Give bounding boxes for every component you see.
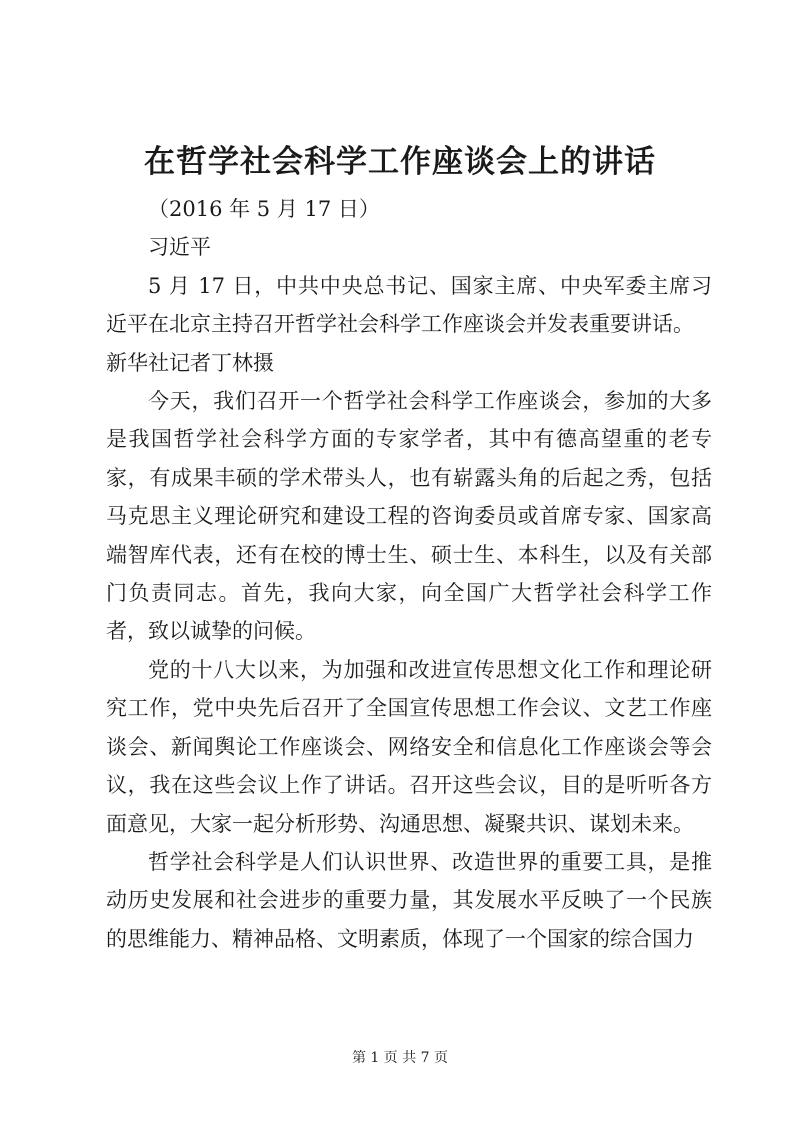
author-line: 习近平 bbox=[148, 235, 211, 260]
body-paragraph: 5 月 17 日，中共中央总书记、国家主席、中央军委主席习近平在北京主持召开哲学社会科学工作座谈会并发表重要讲话。 bbox=[106, 273, 712, 337]
body-paragraph: 哲学社会科学是人们认识世界、改造世界的重要工具，是推动历史发展和社会进步的重要力量，其发展水平反映了一个民族的思维能力、精神品格、文明素质，体现了一个国家的综合国力 bbox=[106, 849, 712, 951]
photo-credit: 新华社记者丁林摄 bbox=[106, 350, 274, 375]
body-paragraph: 今天，我们召开一个哲学社会科学工作座谈会，参加的大多是我国哲学社会科学方面的专家学者，其中有德高望重的老专家，有成果丰硕的学术带头人，也有崭露头角的后起之秀，包括马克思主义理论研究和建设工程的咨询委员或首席专家、国家高端智库代表，还有在校的博士生、硕士生、本科生，以及有关部门负责同志。首先，我向大家，向全国广大哲学社会科学工作者，致以诚挚的问候。 bbox=[106, 389, 712, 644]
body-paragraph: 党的十八大以来，为加强和改进宣传思想文化工作和理论研究工作，党中央先后召开了全国宣传思想工作会议、文艺工作座谈会、新闻舆论工作座谈会、网络安全和信息化工作座谈会等会议，我在这些会议上作了讲话。召开这些会议，目的是听听各方面意见，大家一起分析形势、沟通思想、凝聚共识、谋划未来。 bbox=[106, 657, 712, 836]
date-line: （2016 年 5 月 17 日） bbox=[148, 197, 380, 221]
page-footer: 第 1 页 共 7 页 bbox=[351, 1050, 449, 1066]
document-body bbox=[106, 190, 712, 958]
page-title: 在哲学社会科学工作座谈会上的讲话 bbox=[144, 144, 656, 180]
